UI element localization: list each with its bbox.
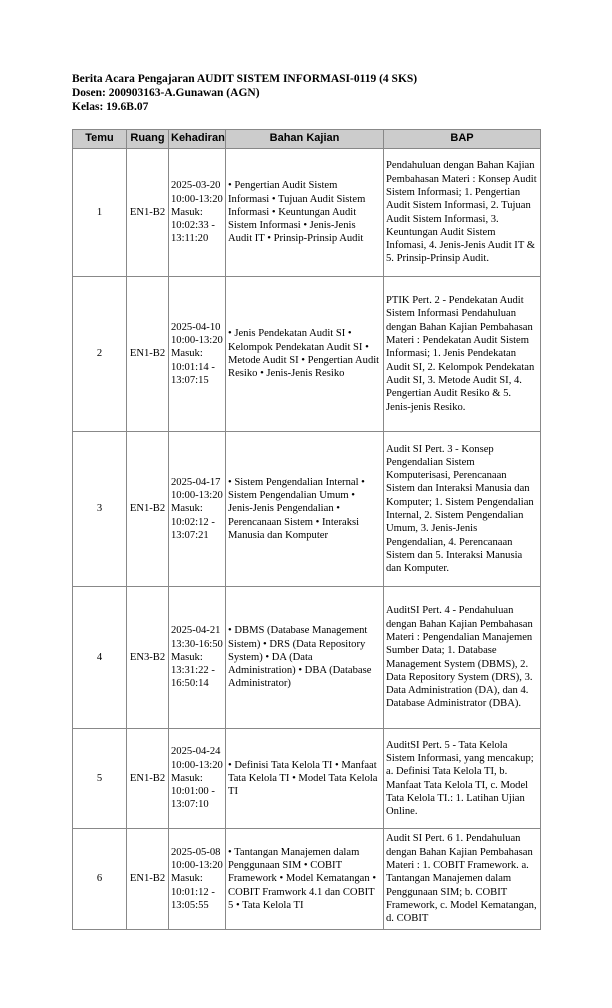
cell-bahan-kajian: • Jenis Pendekatan Audit SI • Kelompok Pendekatan Audit SI • Metode Audit SI • Pengertian Audit Resiko • Jenis-Jenis Resiko (226, 277, 384, 432)
cell-bahan-kajian: • Definisi Tata Kelola TI • Manfaat Tata Kelola TI • Model Tata Kelola TI (226, 729, 384, 829)
cell-kehadiran: 2025-04-17 10:00-13:20 Masuk: 10:02:12 - 13:07:21 (169, 432, 226, 587)
cell-temu: 4 (73, 587, 127, 729)
cell-bap: Audit SI Pert. 3 - Konsep Pengendalian Sistem Komputerisasi, Perencanaan Sistem dan Interaksi Manusia dan Komputer; 1. Sistem Pengendalian Internal, 2. Sistem Pengendalian Umum, 3. Jenis-Jenis Pengendalian, 4. Perencanaan Sistem dan 5. Interaksi Manusia dan Komputer. (384, 432, 541, 587)
cell-ruang: EN1-B2 (127, 729, 169, 829)
cell-bahan-kajian: • DBMS (Database Management Sistem) • DRS (Data Repository System) • DA (Data Administration) • DBA (Database Administrator) (226, 587, 384, 729)
cell-kehadiran: 2025-03-20 10:00-13:20 Masuk: 10:02:33 - 13:11:20 (169, 149, 226, 277)
table-row (73, 587, 541, 729)
table-row (73, 149, 541, 277)
class-line: Kelas: 19.6B.07 (72, 101, 149, 113)
cell-kehadiran: 2025-04-10 10:00-13:20 Masuk: 10:01:14 - 13:07:15 (169, 277, 226, 432)
cell-ruang: EN3-B2 (127, 587, 169, 729)
cell-temu: 2 (73, 277, 127, 432)
table-row (73, 829, 541, 930)
cell-bap: AuditSI Pert. 4 - Pendahuluan dengan Bahan Kajian Pembahasan Materi : Pengendalian Manajemen Sumber Data; 1. Database Management System (DBMS), 2. Data Repository System (DRS), 3. Data Administration (DA), dan 4. Database Administrator (DBA). (384, 587, 541, 729)
cell-temu: 3 (73, 432, 127, 587)
table-header-row (73, 130, 541, 149)
cell-ruang: EN1-B2 (127, 432, 169, 587)
column-header-bahan-kajian: Bahan Kajian (226, 130, 384, 149)
cell-bap: AuditSI Pert. 5 - Tata Kelola Sistem Informasi, yang mencakup; a. Definisi Tata Kelola TI, b. Manfaat Tata Kelola TI, c. Model Tata Kelola TI.: 1. Latihan Ujian Online. (384, 729, 541, 829)
cell-kehadiran: 2025-05-08 10:00-13:20 Masuk: 10:01:12 - 13:05:55 (169, 829, 226, 930)
cell-bahan-kajian: • Pengertian Audit Sistem Informasi • Tujuan Audit Sistem Informasi • Keuntungan Audit Sistem Informasi • Jenis-Jenis Audit IT • Prinsip-Prinsip Audit (226, 149, 384, 277)
attendance-table (72, 129, 541, 930)
table-row (73, 432, 541, 587)
column-header-kehadiran: Kehadiran (169, 130, 226, 149)
report-title: Berita Acara Pengajaran AUDIT SISTEM INFORMASI-0119 (4 SKS) (72, 73, 418, 85)
cell-temu: 6 (73, 829, 127, 930)
cell-bap: Audit SI Pert. 6 1. Pendahuluan dengan Bahan Kajian Pembahasan Materi : 1. COBIT Framework. a. Tantangan Manajemen dalam Penggunaan SIM; b. COBIT Framework, c. Model Kematangan, d. COBIT (384, 829, 541, 930)
cell-bap: PTIK Pert. 2 - Pendekatan Audit Sistem Informasi Pendahuluan dengan Bahan Kajian Pembahasan Materi : Pendekatan Audit Sistem Informasi; 1. Jenis Pendekatan Audit SI, 2. Kelompok Pendekatan Audit SI, 3. Metode Audit SI, 4. Pengertian Audit Resiko & 5. Jenis-jenis Resiko. (384, 277, 541, 432)
cell-temu: 5 (73, 729, 127, 829)
table-row (73, 277, 541, 432)
cell-ruang: EN1-B2 (127, 149, 169, 277)
lecturer-line: Dosen: 200903163-A.Gunawan (AGN) (72, 87, 260, 99)
cell-kehadiran: 2025-04-24 10:00-13:20 Masuk: 10:01:00 - 13:07:10 (169, 729, 226, 829)
cell-ruang: EN1-B2 (127, 277, 169, 432)
table-row (73, 729, 541, 829)
column-header-temu: Temu (73, 130, 127, 149)
column-header-bap: BAP (384, 130, 541, 149)
cell-bap: Pendahuluan dengan Bahan Kajian Pembahasan Materi : Konsep Audit Sistem Informasi; 1. Pengertian Audit Sistem Informasi, 2. Tujuan Audit Sistem Informasi, 3. Keuntungan Audit Sistem Infomasi, 4. Jenis-Jenis Audit IT & 5. Prinsip-Prinsip Audit. (384, 149, 541, 277)
column-header-ruang: Ruang (127, 130, 169, 149)
cell-bahan-kajian: • Sistem Pengendalian Internal • Sistem Pengendalian Umum • Jenis-Jenis Pengendalian • Perencanaan Sistem • Interaksi Manusia dan Komputer (226, 432, 384, 587)
cell-ruang: EN1-B2 (127, 829, 169, 930)
report-header (72, 72, 417, 114)
cell-kehadiran: 2025-04-21 13:30-16:50 Masuk: 13:31:22 - 16:50:14 (169, 587, 226, 729)
cell-temu: 1 (73, 149, 127, 277)
cell-bahan-kajian: • Tantangan Manajemen dalam Penggunaan SIM • COBIT Framework • Model Kematangan • COBIT Framwork 4.1 dan COBIT 5 • Tata Kelola TI (226, 829, 384, 930)
